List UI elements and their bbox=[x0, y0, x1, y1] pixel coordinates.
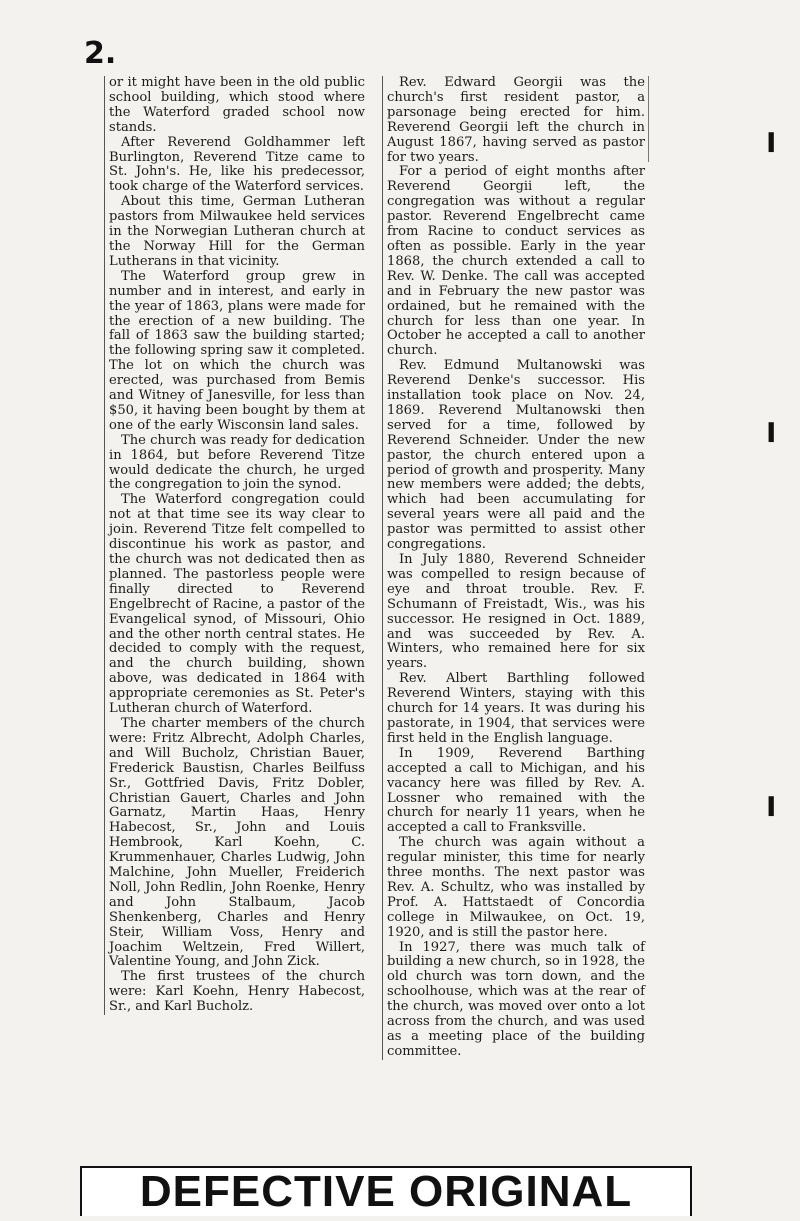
paragraph: The first trustees of the church were: Karl Koehn, Henry Habecost, Sr., and Karl Bucholz. bbox=[109, 969, 365, 1015]
paragraph: After Reverend Goldhammer left Burlington, Reverend Titze came to St. John's. He, like his predecessor, took charge of the Waterford services. bbox=[109, 134, 365, 195]
stamp-text: DEFECTIVE ORIGINAL bbox=[139, 1167, 633, 1216]
paragraph: The Waterford group grew in number and in interest, and early in the year of 1863, plans were made for the erection of a new building. The fall of 1863 saw the building started; the following spring saw it completed. The lot on which the church was erected, was purchased from Bemis and Witney of Janesville, for less than $50, it having been bought by them at one of the early Wisconsin land sales. bbox=[109, 268, 365, 433]
punch-mark-icon: ▮ bbox=[767, 790, 776, 820]
paragraph: or it might have been in the old public school building, which stood where the Waterford graded school now stands. bbox=[109, 75, 365, 135]
defective-original-stamp bbox=[80, 1166, 692, 1216]
paragraph: The charter members of the church were: Fritz Albrecht, Adolph Charles, and Will Bucholz, Christian Bauer, Frederick Baustisn, Charles Beilfuss Sr., Gottfried Davis, Fritz Dobler, Christian Gauert, Charles and John Garnatz, Martin Haas, Henry Habecost, Sr., John and Louis Hembrook, Karl Koehn, C. Krummenhauer, Charles Ludwig, John Malchine, John Mueller, Freiderich Noll, John Redlin, John Roenke, Henry and John Stalbaum, Jacob Shenkenberg, Charles and Henry Steir, William Voss, Henry and Joachim Weltzein, Fred Willert, Valentine Young, and John Zick. bbox=[109, 715, 365, 970]
article-column-left bbox=[104, 76, 365, 1015]
paragraph: The church was again without a regular minister, this time for nearly three months. The next pastor was Rev. A. Schultz, who was installed by Prof. A. Hattstaedt of Concordia college in Milwaukee, on Oct. 19, 1920, and is still the pastor here. bbox=[387, 835, 645, 940]
paragraph: Rev. Edward Georgii was the church's first resident pastor, a parsonage being erected for him. Reverend Georgii left the church in August 1867, having served as pastor for two years. bbox=[387, 75, 645, 165]
paragraph: In 1927, there was much talk of building a new church, so in 1928, the old church was torn down, and the schoolhouse, which was at the rear of the church, was moved over onto a lot across from the church, and was used as a meeting place of the building committee. bbox=[387, 939, 645, 1059]
punch-mark-icon: ▮ bbox=[767, 126, 776, 156]
punch-mark-icon: ▮ bbox=[767, 416, 776, 446]
paragraph: Rev. Edmund Multanowski was Reverend Denke's successor. His installation took place on Nov. 24, 1869. Reverend Multanowski then served for a time, followed by Reverend Schneider. Under the new pastor, the church entered upon a period of growth and prosperity. Many new members were added; the debts, which had been accumulating for several years were all paid and the pastor was permitted to assist other congregations. bbox=[387, 358, 645, 553]
page-number: 2. bbox=[84, 36, 117, 71]
article-column-right bbox=[382, 76, 645, 1060]
paragraph: In July 1880, Reverend Schneider was compelled to resign because of eye and throat trouble. Rev. F. Schumann of Freistadt, Wis., was his successor. He resigned in Oct. 1889, and was succeeded by Rev. A. Winters, who remained here for six years. bbox=[387, 552, 645, 672]
paragraph: The Waterford congregation could not at that time see its way clear to join. Reverend Titze felt compelled to discontinue his work as pastor, and the church was not dedicated then as planned. The pastorless people were finally directed to Reverend Engelbrecht of Racine, a pastor of the Evangelical synod, of Missouri, Ohio and the other north central states. He decided to comply with the request, and the church building, shown above, was dedicated in 1864 with appropriate ceremonies as St. Peter's Lutheran church of Waterford. bbox=[109, 492, 365, 717]
column-rule bbox=[648, 76, 649, 162]
paragraph: In 1909, Reverend Barthing accepted a call to Michigan, and his vacancy here was filled by Rev. A. Lossner who remained with the church for nearly 11 years, when he accepted a call to Franksville. bbox=[387, 745, 645, 836]
paragraph: The church was ready for dedication in 1864, but before Reverend Titze would dedicate the church, he urged the congregation to join the synod. bbox=[109, 432, 365, 493]
paragraph: About this time, German Lutheran pastors from Milwaukee held services in the Norwegian Lutheran church at the Norway Hill for the German Lutherans in that vicinity. bbox=[109, 194, 365, 269]
paragraph: For a period of eight months after Reverend Georgii left, the congregation was without a regular pastor. Reverend Engelbrecht came from Racine to conduct services as often as possible. Early in the year 1868, the church extended a call to Rev. W. Denke. The call was accepted and in February the new pastor was ordained, but he remained with the church for less than one year. In October he accepted a call to another church. bbox=[387, 164, 645, 359]
paragraph: Rev. Albert Barthling followed Reverend Winters, staying with this church for 14 years. It was during his pastorate, in 1904, that services were first held in the English language. bbox=[387, 671, 645, 746]
